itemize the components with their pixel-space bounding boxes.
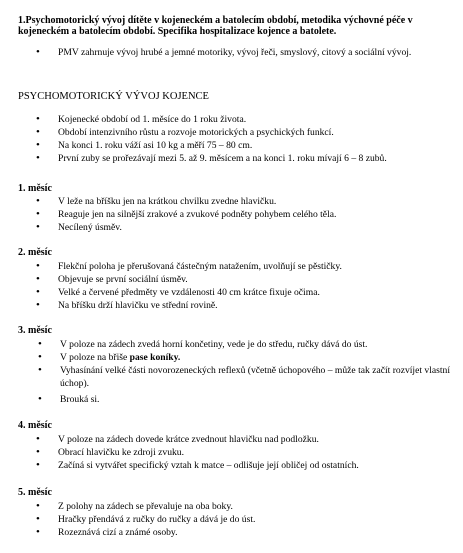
list-item: • PMV zahrnuje vývoj hrubé a jemné motoriky, vývoj řeči, smyslový, citový a sociální vývoj. bbox=[0, 46, 448, 59]
list-item: • Brouká si. bbox=[0, 393, 450, 406]
list-item: • Kojenecké období od 1. měsíce do 1 roku života. bbox=[0, 113, 448, 126]
list-item: • První zuby se prořezávají mezi 5. až 9. měsícem a na konci 1. roku mívají 6 – 8 zubů. bbox=[0, 152, 448, 165]
list-item: • Z polohy na zádech se převaluje na oba boky. bbox=[0, 500, 448, 513]
list-item: • Rozeznává cizí a známé osoby. bbox=[0, 526, 448, 539]
list-item-text: V poloze na břiše bbox=[60, 352, 130, 363]
list-item: • V poloze na zádech dovede krátce zvednout hlavičku nad podložku. bbox=[0, 433, 448, 446]
month-list bbox=[0, 433, 448, 472]
month-heading: 1. měsíc bbox=[18, 183, 52, 194]
list-item: • Hračky přendává z ručky do ručky a dává je do úst. bbox=[0, 513, 448, 526]
general-list bbox=[0, 113, 448, 165]
month-list bbox=[0, 500, 448, 539]
list-item: • Období intenzivního růstu a rozvoje motorických a psychických funkcí. bbox=[0, 126, 448, 139]
month-heading: 2. měsíc bbox=[18, 247, 52, 258]
intro-list bbox=[0, 46, 448, 59]
month-heading: 5. měsíc bbox=[18, 487, 52, 498]
list-item: • Flekční poloha je přerušovaná částečným natažením, uvolňují se pěstičky. bbox=[0, 260, 448, 273]
list-item: • V poloze na zádech zvedá horní končetiny, vede je do středu, ručky dává do úst. bbox=[0, 338, 450, 351]
list-item: • Vyhasínání velké části novorozeneckých reflexů (včetně úchopového – může tak začít rozvíjet vlastní úchop). bbox=[0, 364, 450, 390]
list-item-bold: pase koníky. bbox=[129, 352, 181, 363]
list-item: • Obrací hlavičku ke zdroji zvuku. bbox=[0, 446, 448, 459]
list-item: • Reaguje jen na silnější zrakové a zvukové podněty pohybem celého těla. bbox=[0, 208, 448, 221]
month-list bbox=[0, 338, 450, 406]
list-item: • Velké a červené předměty ve vzdálenosti 40 cm krátce fixuje očima. bbox=[0, 286, 448, 299]
month-list bbox=[0, 260, 448, 312]
list-item: • Necílený úsměv. bbox=[0, 221, 448, 234]
list-item: • Na konci 1. roku váží asi 10 kg a měří 75 – 80 cm. bbox=[0, 139, 448, 152]
document-title: 1.Psychomotorický vývoj dítěte v kojeneckém a batolecím období, metodika výchovné péče v kojeneckém a batolecím období. Specifika hospitalizace kojence a batolete. bbox=[18, 15, 413, 37]
list-item: • Začíná si vytvářet specifický vztah k matce – odlišuje její obličej od ostatních. bbox=[0, 459, 448, 472]
month-list bbox=[0, 195, 448, 234]
section-heading: PSYCHOMOTORICKÝ VÝVOJ KOJENCE bbox=[18, 91, 209, 102]
month-heading: 3. měsíc bbox=[18, 325, 52, 336]
month-heading: 4. měsíc bbox=[18, 420, 52, 431]
list-item: • Objevuje se první sociální úsměv. bbox=[0, 273, 448, 286]
list-item: • V leže na bříšku jen na krátkou chvilku zvedne hlavičku. bbox=[0, 195, 448, 208]
list-item: • Na bříšku drží hlavičku ve střední rovině. bbox=[0, 299, 448, 312]
list-item bbox=[0, 351, 450, 364]
